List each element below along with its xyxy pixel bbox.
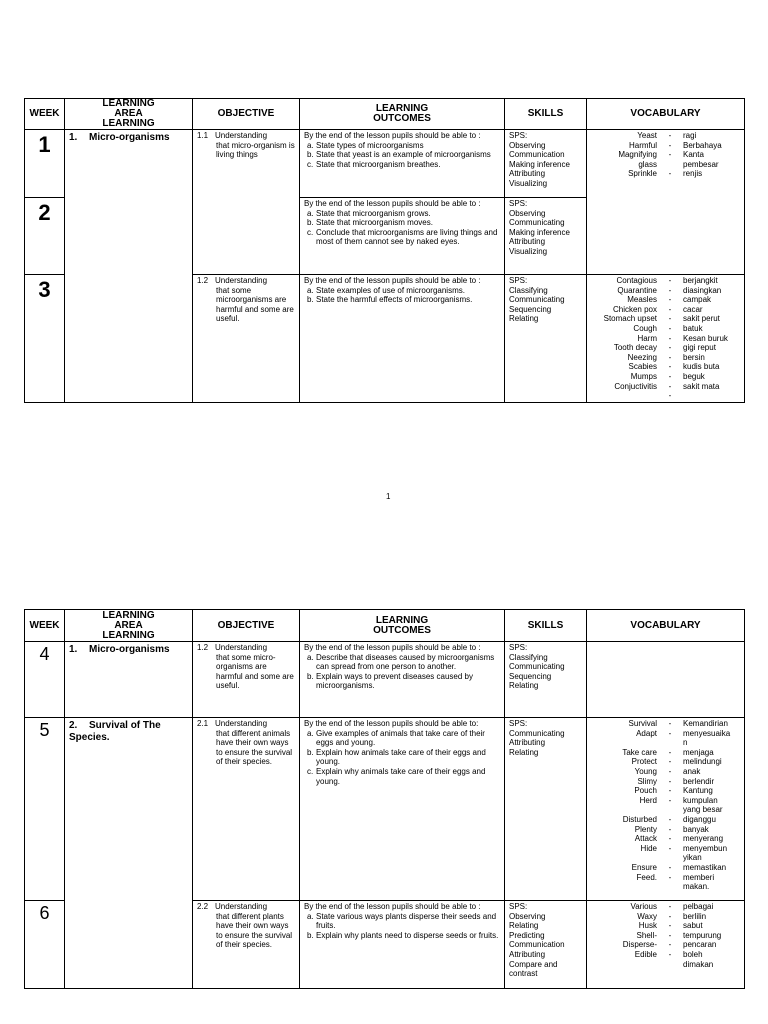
list-item: a. State that microorganism grows. xyxy=(307,208,431,218)
vocabulary-cell xyxy=(587,718,745,901)
header-vocabulary: VOCABULARY xyxy=(587,99,745,130)
list-item: b. Explain how animals take care of their eggs and young. xyxy=(307,747,486,767)
vocab-row: Measles - campak xyxy=(627,295,712,305)
vocab-row: Attack - menyerang xyxy=(634,834,724,844)
vocab-row: glass pembesar xyxy=(638,159,719,169)
list-item: b. Explain why plants need to disperse seeds or fruits. xyxy=(307,930,499,940)
outcome-list xyxy=(304,729,500,787)
outcome-list xyxy=(304,286,500,305)
list-item: a. State types of microorganisms xyxy=(307,140,424,150)
header-skills: SKILLS xyxy=(505,610,587,642)
list-item: b. State that microorganism moves. xyxy=(307,218,433,228)
vocabulary-cell xyxy=(587,275,745,403)
list-item: a. State examples of use of microorganisms. xyxy=(307,285,465,295)
vocab-row: Disturbed - diganggu xyxy=(622,814,716,824)
vocab-row: Herd - kumpulan xyxy=(639,795,718,805)
vocab-row: Scabies - kudis buta xyxy=(628,362,720,372)
vocab-row: Ensure - memastikan xyxy=(631,862,727,872)
lesson-plan-table-1 xyxy=(24,98,745,403)
vocab-row: Various - pelbagai xyxy=(630,902,714,911)
header-learning-outcomes: LEARNING OUTCOMES xyxy=(300,99,505,130)
list-item: a. Give examples of animals that take care of their eggs and young. xyxy=(307,728,485,748)
vocab-row: dimakan xyxy=(683,959,714,969)
header-objective: OBJECTIVE xyxy=(193,99,300,130)
header-week: WEEK xyxy=(25,610,65,642)
vocabulary-cell xyxy=(587,642,745,718)
week-number: 5 xyxy=(25,718,65,901)
list-item: a. Describe that diseases caused by microorganisms can spread from one person to another. xyxy=(307,652,495,672)
vocab-row: Plenty - banyak xyxy=(634,824,709,834)
table-header-row xyxy=(25,610,745,642)
objective-cell: 2.1 Understanding that different animals have their own ways to ensure the survival of their species. xyxy=(193,718,300,901)
learning-area-cell: 2. Survival of The Species. xyxy=(65,718,193,989)
vocab-row: Pouch - Kantung xyxy=(634,786,713,796)
vocab-row: Feed. - memberi xyxy=(636,872,715,882)
list-item: b. State that yeast is an example of microorganisms xyxy=(307,150,491,160)
table-header-row xyxy=(25,99,745,130)
vocab-row: Magnifying - Kanta xyxy=(618,150,704,160)
vocab-row: Adapt - menyesuaika xyxy=(636,728,731,738)
skills-cell: SPS: Communicating Attributing Relating xyxy=(505,718,587,901)
vocab-row: Edible - boleh xyxy=(634,949,703,959)
vocabulary-cell xyxy=(587,901,745,989)
header-objective: OBJECTIVE xyxy=(193,610,300,642)
list-item: c. Conclude that microorganisms are living things and most of them cannot see by naked eyes. xyxy=(307,227,498,247)
week-number: 4 xyxy=(25,642,65,718)
week-number: 3 xyxy=(25,275,65,403)
vocab-row: Shell- - tempurung xyxy=(636,930,722,940)
vocab-row: Protect - melindungi xyxy=(631,757,722,767)
header-learning-area: LEARNING AREA LEARNING xyxy=(65,610,193,642)
outcome-list xyxy=(304,141,500,170)
skills-cell: SPS: Observing Communicating Making inference Attributing Visualizing xyxy=(505,198,587,275)
lesson-plan-table-2 xyxy=(24,609,745,989)
vocab-row: Disperse- - pencaran xyxy=(622,940,717,950)
learning-outcomes-cell: By the end of the lesson pupils should be able to : a. State various ways plants disperse their seeds and fruits. b. Explain why plants need to disperse seeds or fruits. xyxy=(300,901,505,989)
skills-cell: SPS: Observing Relating Predicting Communication Attributing Compare and contrast xyxy=(505,901,587,989)
vocab-row: Cough - batuk xyxy=(633,323,703,333)
vocab-row: yang besar xyxy=(683,805,723,815)
vocab-row: Conjuctivitis - sakit mata xyxy=(614,381,720,391)
vocab-row: Husk - sabut xyxy=(638,921,703,931)
skills-cell: SPS: Observing Communication Making inference Attributing Visualizing xyxy=(505,130,587,198)
vocab-row: Yeast - ragi xyxy=(637,131,697,140)
vocab-row: Waxy - berlilin xyxy=(637,911,707,921)
header-skills: SKILLS xyxy=(505,99,587,130)
vocab-row: makan. xyxy=(683,882,710,892)
vocab-row: Slimy - berlendir xyxy=(637,776,715,786)
table-row xyxy=(25,642,745,718)
vocab-row: Take care - menjaga xyxy=(622,747,714,757)
objective-cell: 2.2 Understanding that different plants have their own ways to ensure the survival of their species. xyxy=(193,901,300,989)
outcome-list xyxy=(304,653,500,691)
skills-cell: SPS: Classifying Communicating Sequencing Relating xyxy=(505,642,587,718)
header-vocabulary: VOCABULARY xyxy=(587,610,745,642)
vocab-row: Survival - Kemandirian xyxy=(628,719,728,728)
list-item: b. State the harmful effects of microorganisms. xyxy=(307,295,473,305)
vocab-row: Quarantine - diasingkan xyxy=(617,285,722,295)
learning-outcomes-cell: By the end of the lesson pupils should be able to : a. State that microorganism grows. b. State that microorganism moves. c. Conclude that microorganisms are living things and most of them cannot see by naked eyes. xyxy=(300,198,505,275)
header-learning-outcomes: LEARNING OUTCOMES xyxy=(300,610,505,642)
vocabulary-cell xyxy=(587,130,745,275)
list-item: c. State that microorganism breathes. xyxy=(307,159,441,169)
outcome-list xyxy=(304,209,500,247)
week-number: 6 xyxy=(25,901,65,989)
vocab-row: Hide - menyembun xyxy=(640,843,728,853)
vocab-row: Mumps - beguk xyxy=(630,371,705,381)
vocab-row: n xyxy=(683,738,688,748)
vocab-row: Harm - Kesan buruk xyxy=(637,333,728,343)
vocab-row: - xyxy=(668,391,672,401)
vocab-row: yikan xyxy=(683,853,702,863)
vocab-row: Stomach upset - sakit perut xyxy=(603,314,720,324)
list-item: a. State various ways plants disperse their seeds and fruits. xyxy=(307,911,497,931)
table-row xyxy=(25,130,745,198)
list-item: b. Explain ways to prevent diseases caused by microorganisms. xyxy=(307,671,473,691)
outcome-list xyxy=(304,912,500,941)
learning-outcomes-cell: By the end of the lesson pupils should be able to : a. State types of microorganisms b. State that yeast is an example of microorganisms c. State that microorganism breathes. xyxy=(300,130,505,198)
objective-cell: 1.2 Understanding that some microorganisms are harmful and some are useful. xyxy=(193,275,300,403)
objective-cell: 1.1 Understanding that micro-organism is living things xyxy=(193,130,300,275)
learning-outcomes-cell: By the end of the lesson pupils should be able to: a. Give examples of animals that take care of their eggs and young. b. Explain how animals take care of their eggs and young. c. Explain why animals take care of their eggs and young. xyxy=(300,718,505,901)
vocab-row: Young - anak xyxy=(634,766,701,776)
objective-cell: 1.2 Understanding that some micro-organisms are harmful and some are useful. xyxy=(193,642,300,718)
vocab-row: Chicken pox - cacar xyxy=(612,304,703,314)
vocab-row: Sprinkle - renjis xyxy=(628,169,703,179)
learning-outcomes-cell: By the end of the lesson pupils should be able to : a. Describe that diseases caused by microorganisms can spread from one person to another. b. Explain ways to prevent diseases caused by microorganisms. xyxy=(300,642,505,718)
learning-outcomes-cell: By the end of the lesson pupils should be able to : a. State examples of use of microorganisms. b. State the harmful effects of microorganisms. xyxy=(300,275,505,403)
vocab-row: Harmful - Berbahaya xyxy=(628,140,722,150)
learning-area-cell: 1. Micro-organisms xyxy=(65,130,193,403)
page-number: 1 xyxy=(386,492,391,501)
list-item: c. Explain why animals take care of their eggs and young. xyxy=(307,766,486,786)
table-row xyxy=(25,718,745,901)
vocab-row: Neezing - bersin xyxy=(627,352,705,362)
skills-cell: SPS: Classifying Communicating Sequencing Relating xyxy=(505,275,587,403)
learning-area-cell: 1. Micro-organisms xyxy=(65,642,193,718)
header-week: WEEK xyxy=(25,99,65,130)
vocab-row: Tooth decay - gigi reput xyxy=(613,343,716,353)
week-number: 2 xyxy=(25,198,65,275)
header-learning-area: LEARNING AREA LEARNING xyxy=(65,99,193,130)
week-number: 1 xyxy=(25,130,65,198)
vocab-row: Contagious - berjangkit xyxy=(616,276,718,285)
